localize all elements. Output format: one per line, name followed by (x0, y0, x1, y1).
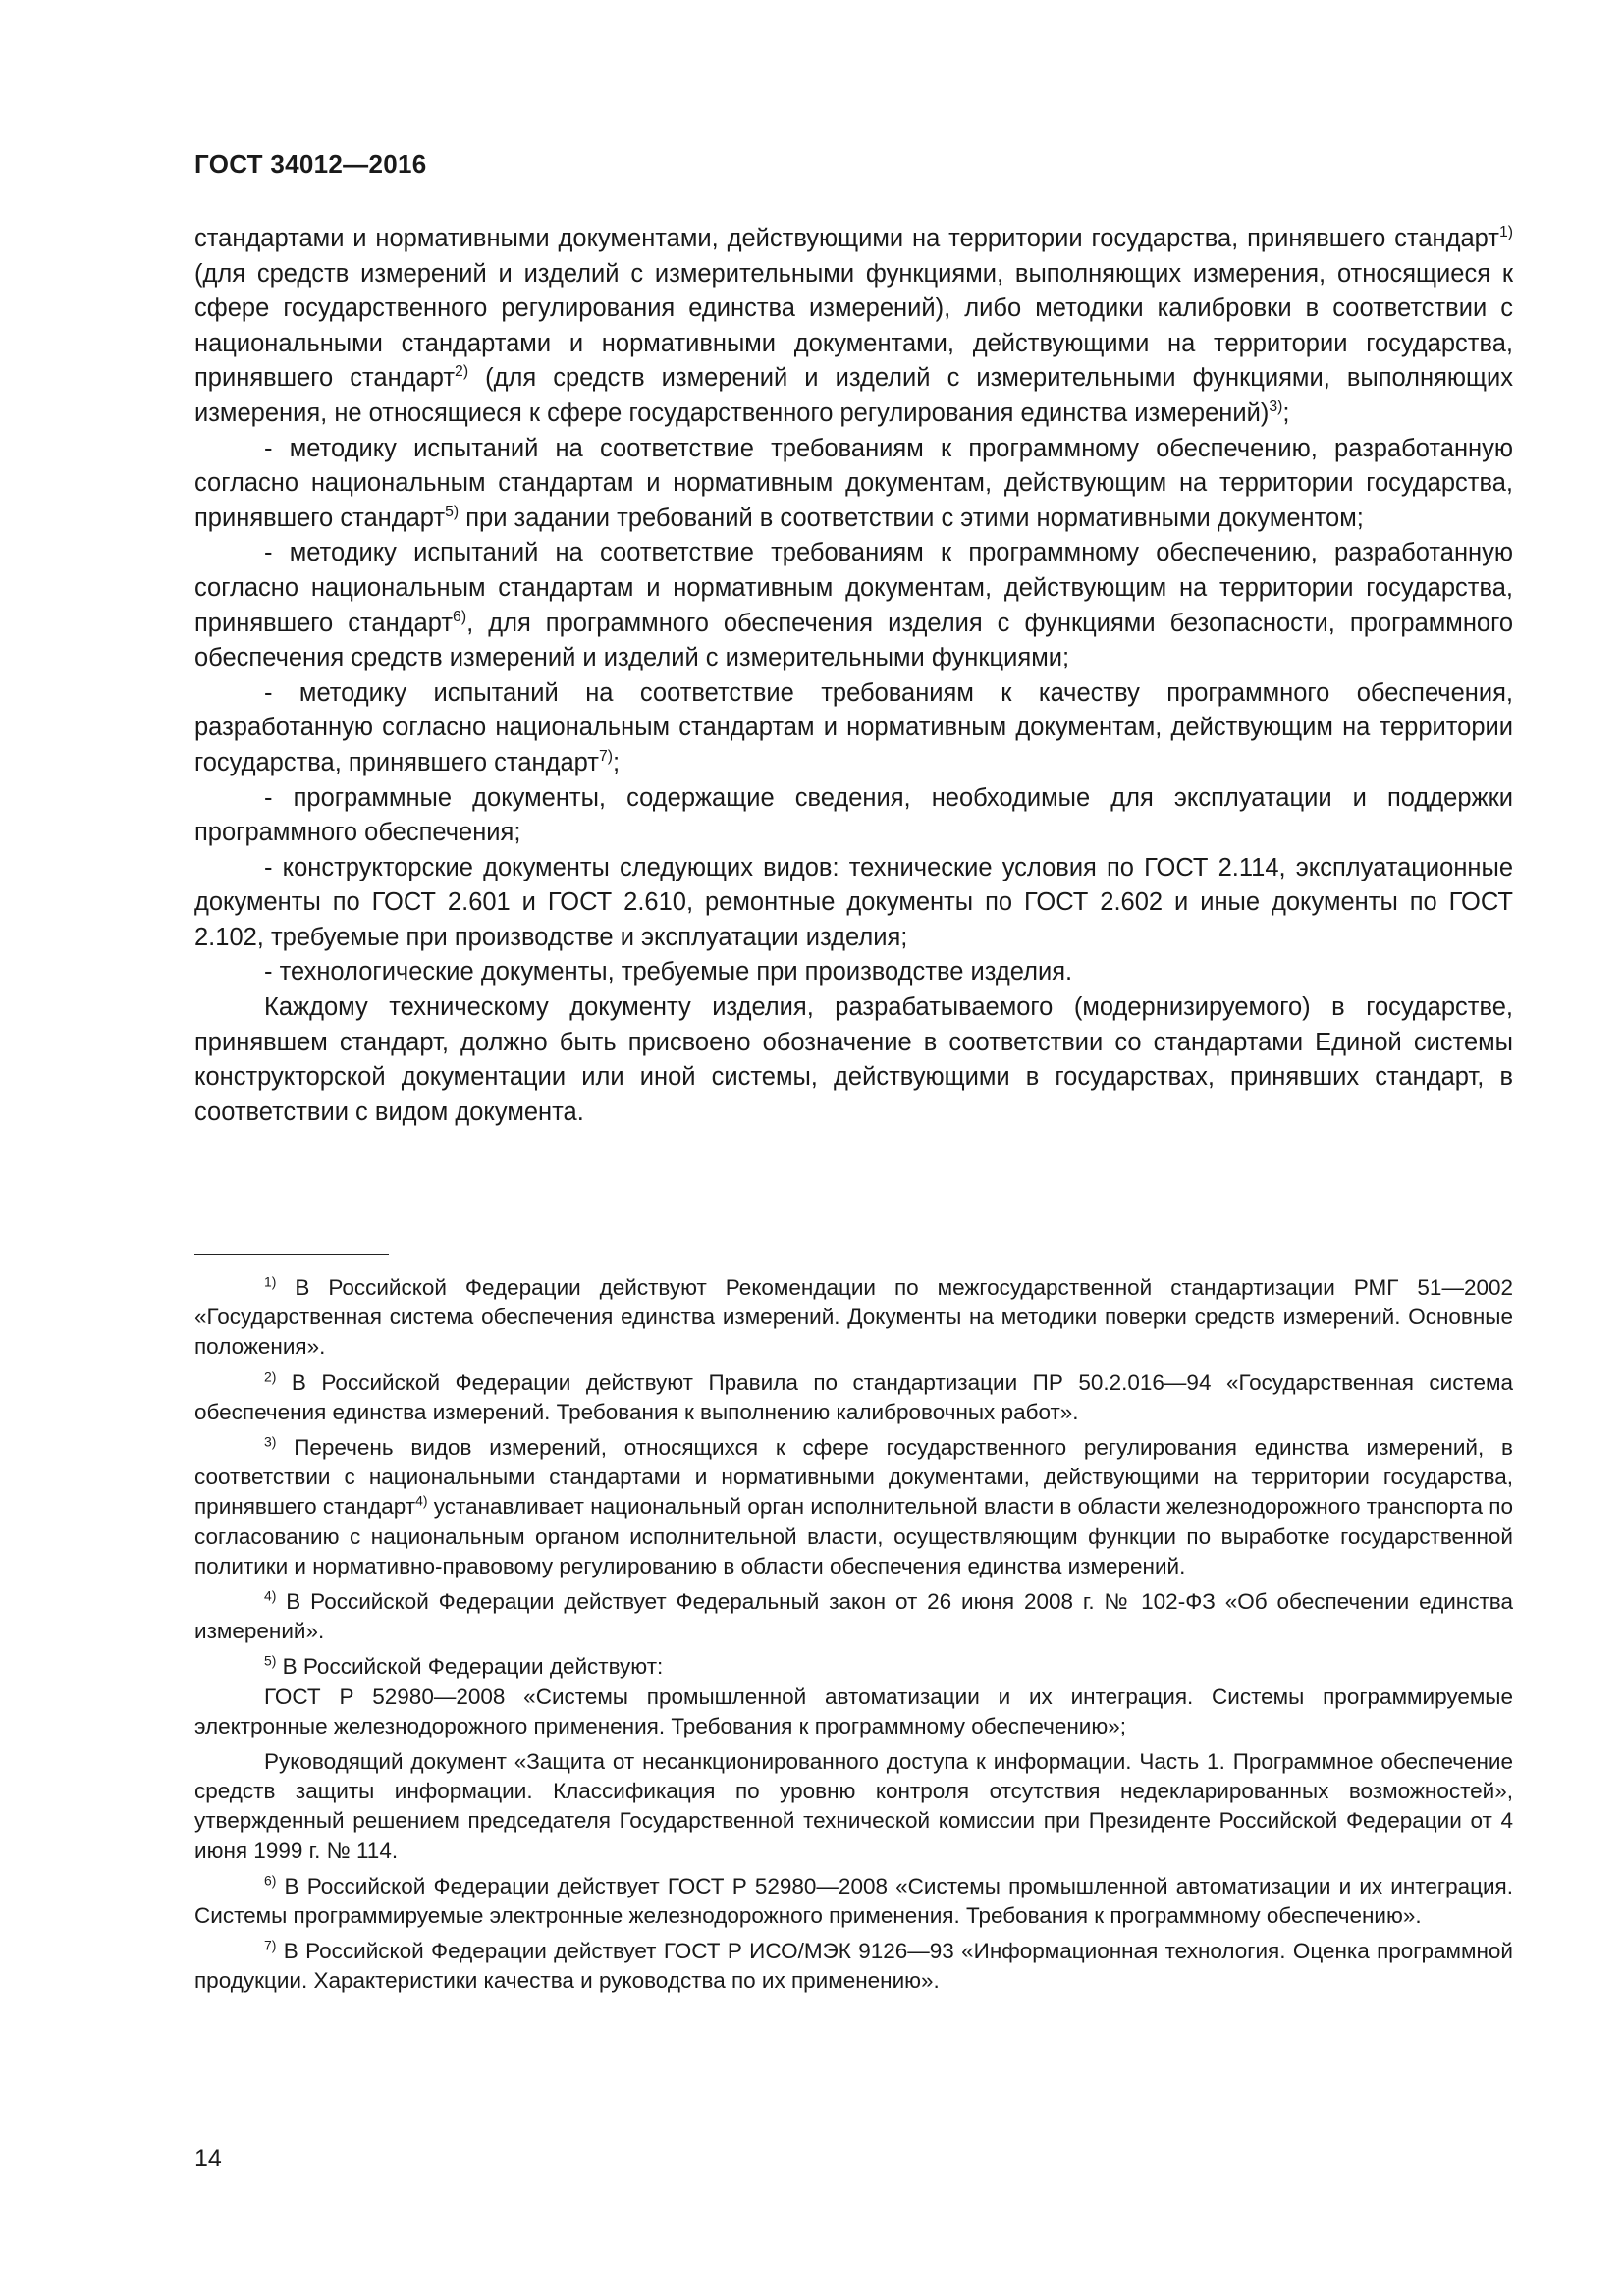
footnote-7: $^{7)}$ В Российской Федерации действует ГОСТ Р ИСО/МЭК 9126—93 «Информационная технология. Оценка программной продукции. Характеристики качества и руководства по их применению». (194, 1937, 1513, 1994)
footnote-5-item-2: Руководящий документ «Защита от несанкционированного доступа к информации. Часть 1. Программное обеспечение средств защиты информации. Классификация по уровню контроля отсутствия недекларированных возможностей», утвержденный решением председателя Государственной технической комиссии при Президенте Российской Федерации от 4 июня 1999 г. № 114. (194, 1749, 1513, 1863)
list-item-method-quality: - методику испытаний на соответствие требованиям к качеству программного обеспечения, разработанную согласно национальным стандартам и нормативным документам, действующим на территории государства, принявшего стандарт$^{7)}$; (194, 678, 1513, 776)
footnotes (194, 1273, 1513, 2002)
footnote-mark: 6) (264, 1872, 277, 1889)
footnote-mark: 4) (264, 1587, 277, 1604)
list-item-tech-docs: - технологические документы, требуемые при производстве изделия. (264, 958, 1073, 987)
footnote-5-item-1: ГОСТ Р 52980—2008 «Системы промышленной автоматизации и их интеграция. Системы программируемые электронные железнодорожного применения. Требования к программному обеспечению»; (194, 1683, 1513, 1738)
paragraph-1: стандартами и нормативными документами, действующими на территории государства, принявшего стандарт$^{1)}$ (для средств измерений и изделий с измерительными функциями, выполняющих измерения, относящиеся к сфере государственного регулирования единства измерений), либо методики калибровки в соответствии с национальными стандартами и нормативными документами, действующими на территории государства, принявшего стандарт$^{2)}$ (для средств измерений и изделий с измерительными функциями, выполняющих измерения, не относящиеся к сфере государственного регулирования единства измерений)$^{3)}$; (194, 224, 1513, 427)
footnote-mark: 7) (264, 1937, 277, 1953)
footnote-separator (194, 1254, 389, 1255)
list-item-design-docs: - конструкторские документы следующих видов: технические условия по ГОСТ 2.114, эксплуатационные документы по ГОСТ 2.601 и ГОСТ 2.610, ремонтные документы по ГОСТ 2.602 и иные документы по ГОСТ 2.102, требуемые при производстве и эксплуатации изделия; (194, 853, 1513, 951)
footnote-1: $^{1)}$ В Российской Федерации действуют Рекомендации по межгосударственной стандартизации РМГ 51—2002 «Государственная система обеспечения единства измерений. Документы на методики поверки средств измерений. Основные положения». (194, 1273, 1513, 1360)
main-text (194, 222, 1513, 1130)
footnote-ref-2[interactable]: 2) (455, 363, 469, 381)
list-item-program-docs: - программные документы, содержащие сведения, необходимые для эксплуатации и поддержки программного обеспечения; (194, 783, 1513, 847)
footnote-mark: 1) (264, 1273, 277, 1290)
footnote-ref-1[interactable]: 1) (1498, 224, 1513, 241)
document-header: ГОСТ 34012—2016 (194, 149, 427, 179)
footnote-ref-6[interactable]: 6) (453, 608, 467, 625)
footnote-ref-4[interactable]: 4) (415, 1492, 428, 1509)
footnote-2: $^{2)}$ В Российской Федерации действуют Правила по стандартизации ПР 50.2.016—94 «Государственная система обеспечения единства измерений. Требования к выполнению калибровочных работ». (194, 1367, 1513, 1424)
list-item-method-safety: - методику испытаний на соответствие требованиям к программному обеспечению, разработанную согласно национальным стандартам и нормативным документам, действующим на территории государства, принявшего стандарт$^{6)}$, для программного обеспечения изделия с функциями безопасности, программного обеспечения средств измерений и изделий с измерительными функциями; (194, 539, 1514, 672)
paragraph-designation: Каждому техническому документу изделия, разрабатываемого (модернизируемого) в государстве, принявшем стандарт, должно быть присвоено обозначение в соответствии со стандартами Единой системы конструкторской документации или иной системы, действующими в государствах, принявших стандарт, в соответствии с видом документа. (194, 993, 1513, 1126)
footnote-3: $^{3)}$ Перечень видов измерений, относящихся к сфере государственного регулирования единства измерений, в соответствии с национальными стандартами и нормативными документами, действующими на территории государства, принявшего стандарт$^{4)}$ устанавливает национальный орган исполнительной власти в области железнодорожного транспорта по согласованию с национальным органом исполнительной власти, осуществляющим функции по выработке государственной политики и нормативно-правовому регулированию в области обеспечения единства измерений. (194, 1433, 1514, 1578)
page-number: 14 (194, 2145, 222, 2172)
footnote-ref-7[interactable]: 7) (598, 748, 613, 766)
footnote-mark: 5) (264, 1652, 277, 1669)
footnote-6: $^{6)}$ В Российской Федерации действует ГОСТ Р 52980—2008 «Системы промышленной автоматизации и их интеграция. Системы программируемые электронные железнодорожного применения. Требования к программному обеспечению». (194, 1872, 1513, 1929)
footnote-5: $^{5)}$ В Российской Федерации действуют: (264, 1652, 664, 1680)
footnote-4: $^{4)}$ В Российской Федерации действует Федеральный закон от 26 июня 2008 г. № 102-ФЗ «Об обеспечении единства измерений». (194, 1587, 1513, 1644)
footnote-ref-3[interactable]: 3) (1269, 399, 1283, 416)
list-item-method-software: - методику испытаний на соответствие требованиям к программному обеспечению, разработанную согласно национальным стандартам и нормативным документам, действующим на территории государства, принявшего стандарт$^{5)}$ при задании требований в соответствии с этими нормативными документом; (194, 434, 1513, 532)
footnote-ref-5[interactable]: 5) (445, 503, 460, 520)
footnote-mark: 2) (264, 1367, 277, 1384)
footnote-mark: 3) (264, 1433, 277, 1450)
